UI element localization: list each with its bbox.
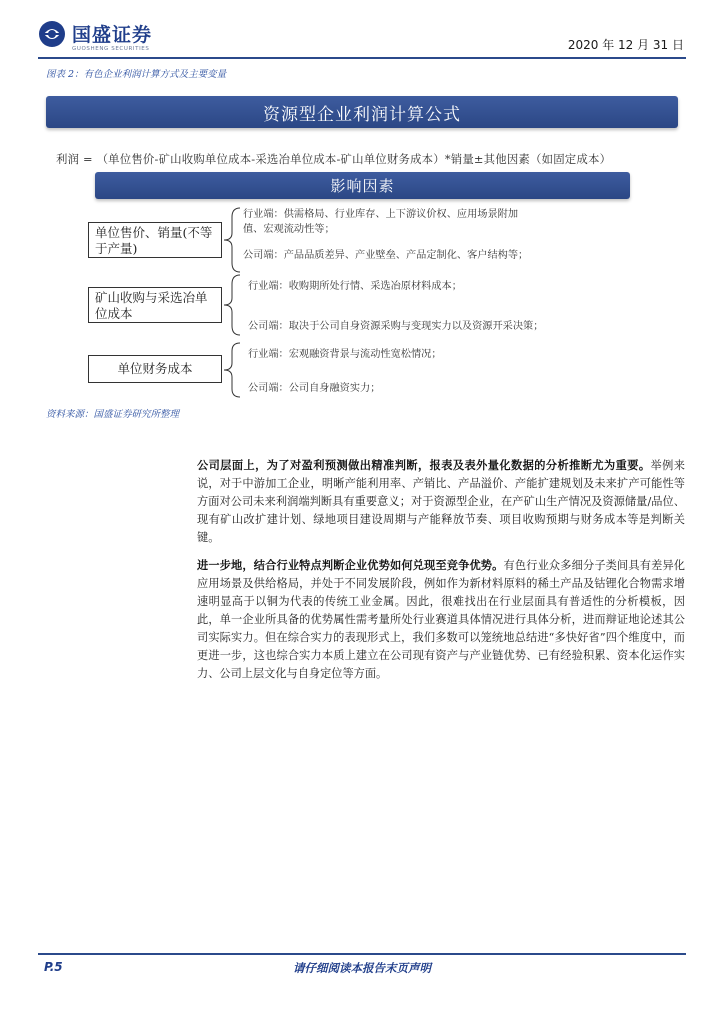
page-number: P.5 <box>44 960 63 974</box>
paragraph-1-lead: 公司层面上，为了对盈利预测做出精准判断，报表及表外量化数据的分析推断尤为重要。 <box>197 458 651 472</box>
figure-title-banner <box>46 96 678 128</box>
factor-detail-1a: 行业端：供需格局、行业库存、上下游议价权、应用场景附加 <box>243 209 519 220</box>
paragraph-1 <box>197 456 685 547</box>
report-date: 2020 年 12 月 31 日 <box>567 38 684 52</box>
brand-logo <box>38 18 188 56</box>
logo-mark-icon <box>38 20 66 48</box>
figure-caption: 图表 2：有色企业利润计算方式及主要变量 <box>46 69 227 80</box>
header-divider <box>38 57 686 59</box>
footer-divider <box>38 953 686 955</box>
factor-detail-1c: 公司端：产品品质差异、产业壁垒、产品定制化、客户结构等； <box>243 250 529 261</box>
paragraph-2 <box>197 556 685 683</box>
brand-subtitle: GUOSHENG SECURITIES <box>72 46 150 52</box>
factor-box-mining-cost <box>88 287 222 323</box>
paragraph-1-text: 举例来说，对于中游加工企业，明晰产能利用率、产销比、产品溢价、产能扩建规划及未来扩产可能性等方面对公司未来利润端判断具有重要意义；对于资源型企业，在产矿山生产情况及资源储量/品位、现有矿山改扩建计划、绿地项目建设周期与产能释放节奏、项目收购预期与财务成本等是判断关键。 <box>197 459 685 544</box>
factor-box-price-volume <box>88 222 222 258</box>
figure-source: 资料来源：国盛证券研究所整理 <box>46 409 180 420</box>
factor-detail-3a: 行业端：宏观融资背景与流动性宽松情况； <box>248 349 442 360</box>
factor-label: 单位财务成本 <box>117 361 193 376</box>
factor-detail-2a: 行业端：收购期所处行情、采选冶原材料成本； <box>248 281 462 292</box>
factor-label: 矿山收购与采选冶单位成本 <box>95 290 208 321</box>
factor-label: 单位售价、销量(不等于产量) <box>95 225 213 256</box>
factor-detail-1b: 值、宏观流动性等； <box>243 224 335 235</box>
factor-detail-2b: 公司端：取决于公司自身资源采购与变现实力以及资源开采决策； <box>248 321 544 332</box>
figure-title: 资源型企业利润计算公式 <box>263 104 461 125</box>
factors-banner <box>95 172 630 199</box>
profit-formula: 利润 = （单位售价-矿山收购单位成本-采选冶单位成本-矿山单位财务成本）*销量±其他因素（如固定成本） <box>56 152 612 166</box>
brace-icon <box>222 340 242 400</box>
footer-disclaimer: 请仔细阅读本报告末页声明 <box>293 961 431 975</box>
factor-box-financial-cost <box>88 355 222 383</box>
factor-detail-3b: 公司端：公司自身融资实力； <box>248 383 381 394</box>
paragraph-2-lead: 进一步地，结合行业特点判断企业优势如何兑现至竞争优势。 <box>197 558 504 572</box>
brace-icon <box>222 272 242 338</box>
paragraph-2-text: 有色行业众多细分子类间具有差异化应用场景及供给格局，并处于不同发展阶段，例如作为新材料原料的稀土产品及钴锂化合物需求增速明显高于以铜为代表的传统工业金属。因此，很难找出在行业层面具有普适性的分析模板，因此，单一企业所具备的优势属性需考量所处行业赛道具体情况进行具体分析，进而辩证地论述其公司实际实力。但在综合实力的表现形式上，我们多数可以笼统地总结进“多快好省”四个维度中，而更进一步，这也综合实力本质上建立在公司现有资产与产业链优势、已有经验积累、资本化运作实力、公司上层文化与自身定位等方面。 <box>197 559 685 680</box>
factors-title: 影响因素 <box>330 177 395 195</box>
brace-icon <box>222 205 242 275</box>
brand-name: 国盛证券 <box>72 24 153 46</box>
